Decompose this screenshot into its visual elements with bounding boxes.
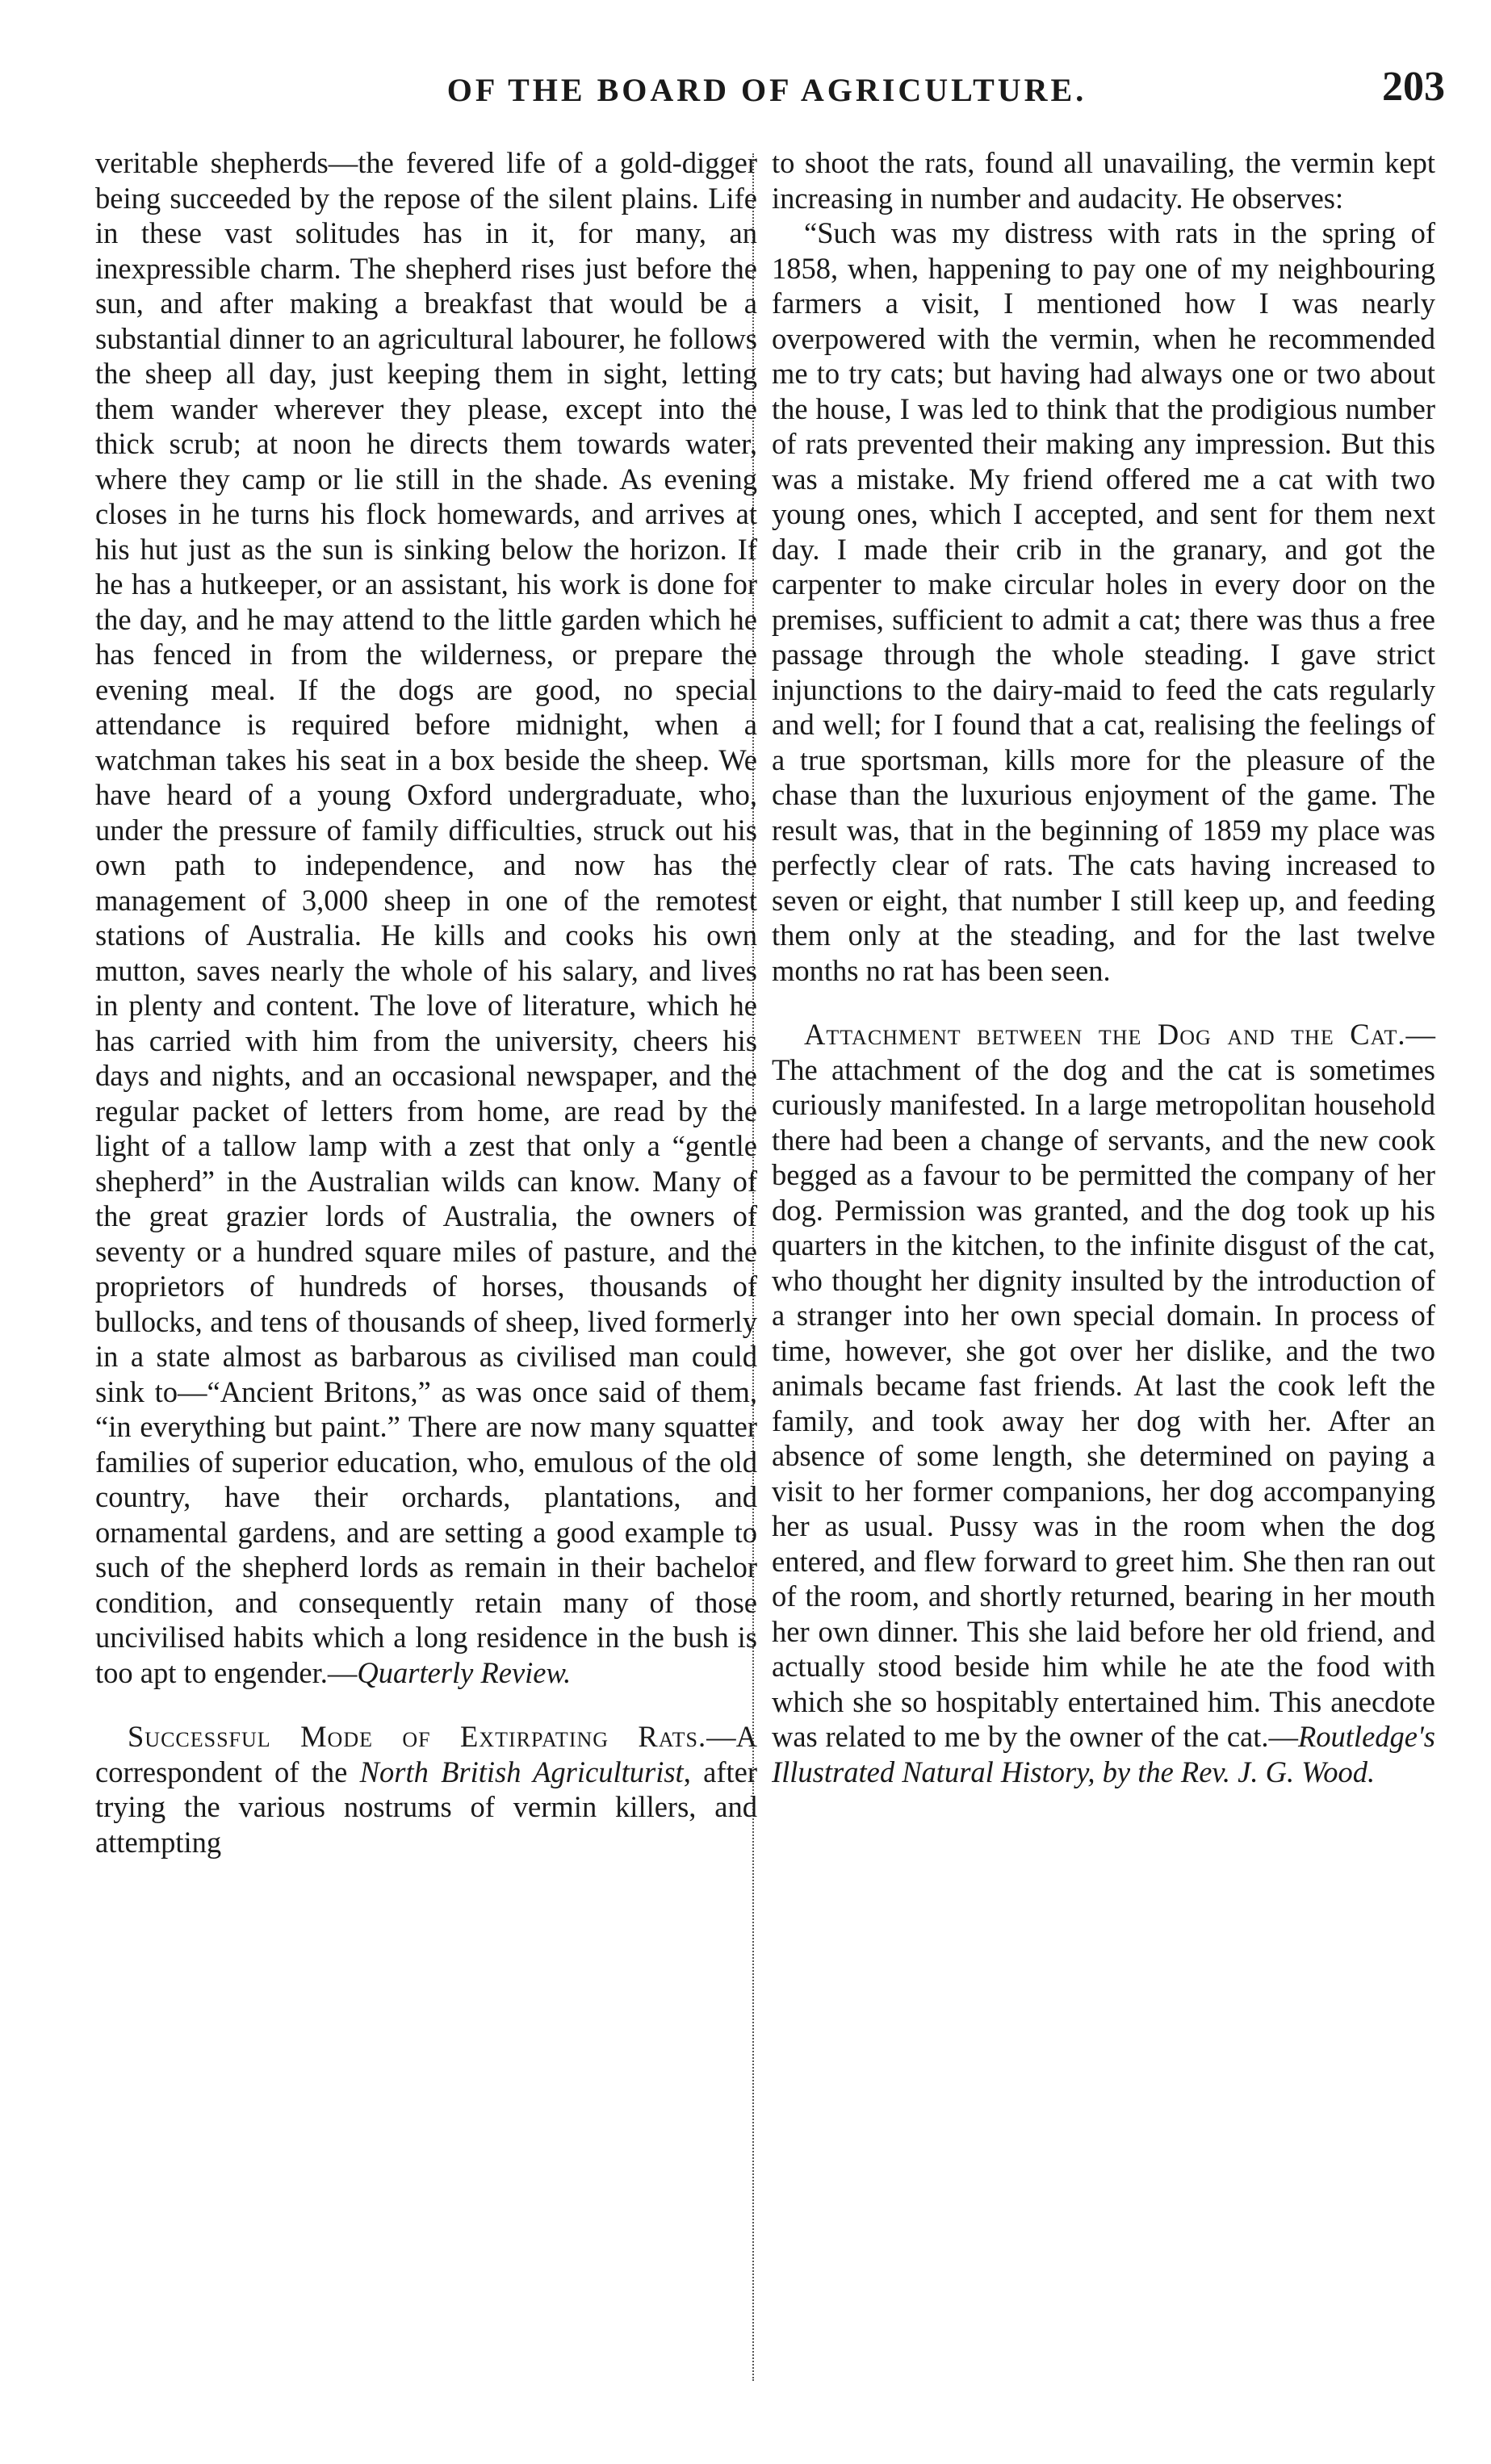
shepherd-text: veritable shepherds—the fevered life of a gold-digger being succeeded by the repose of the silent plains. Life in these vast solitudes has in it, for many, an inexpressible charm. The shepherd rises just before the sun, and after making a breakfast that would be a substantial dinner to an agricultural labourer, he follows the sheep all day, just keeping them in sight, letting them wander wherever they please, except into the thick scrub; at noon he directs them towards water, where they camp or lie still in the shade. As evening closes in he turns his flock homewards, and arrives at his hut just as the sun is sinking below the horizon. If he has a hutkeeper, or an assistant, his work is done for the day, and he may attend to the little garden which he has fenced in from the wilderness, or prepare the evening meal. If the dogs are good, no special attendance is required before midnight, when a watchman takes his seat in a box beside the sheep. We have heard of a young Oxford undergraduate, who, under the pressure of family difficulties, struck out his own path to independence, and now has the management of 3,000 sheep in one of the remotest stations of Australia. He kills and cooks his own mutton, saves nearly the whole of his salary, and lives in plenty and content. The love of literature, which he has carried with him from the university, cheers his days and nights, and an occasional newspaper, and the regular packet of letters from home, are read by the light of a tallow lamp with a zest that only a “gentle shepherd” in the Australian wilds can know. Many of the great grazier lords of Australia, the owners of seventy or a hundred square miles of pasture, and the proprietors of hundreds of horses, thousands of bullocks, and tens of thousands of sheep, lived formerly in a state almost as barbarous as civilised man could sink to—“Ancient Britons,” as was once said of them, “in everything but paint.” There are now many squatter families of superior education, who, emulous of the old country, have their orchards, plantations, and ornamental gardens, and are setting a good example to such of the shepherd lords as remain in their bachelor condition, and consequently retain many of those uncivilised habits which a long residence in the bush is too apt to engender.— xyxy=(95,146,757,1689)
attachment-text: —The attachment of the dog and the cat is sometimes curiously manifested. In a large metropolitan household there had been a change of servants, and the new cook begged as a favour to be permitted the company of her dog. Permission was granted, and the dog took up his quarters in the kitchen, to the infinite disgust of the cat, who thought her dignity insulted by the introduction of a stranger into her own special domain. In process of time, however, she got over her dislike, and the two animals became fast friends. At last the cook left the family, and took away her dog with her. After an absence of some length, she determined on paying a visit to her former companions, her dog accompanying her as usual. Pussy was in the room when the dog entered, and flew forward to greet him. She then ran out of the room, and shortly returned, bearing in her mouth her own dinner. This she laid before her old friend, and actually stood beside him while he ate the food with which she so hospitably entertained him. This anecdote was related to me by the owner of the cat.— xyxy=(772,1018,1435,1753)
page-header xyxy=(89,63,1445,119)
rats-quote: “Such was my distress with rats in the spring of 1858, when, happening to pay one of my neighbouring farmers a visit, I mentioned how I was nearly overpowered with the vermin, when he recommended me to try cats; but having had always one or two about the house, I was led to think that the prodigious number of rats prevented their making any impression. But this was a mistake. My friend offered me a cat with two young ones, which I accepted, and sent for them next day. I made their crib in the granary, and got the carpenter to make circular holes in every door on the premises, sufficient to admit a cat; there was thus a free passage through the whole steading. I gave strict injunctions to the dairy-maid to feed the cats regularly and well; for I found that a cat, realising the feelings of a true sportsman, kills more for the pleasure of the chase than the luxurious enjoyment of the game. The result was, that in the beginning of 1859 my place was perfectly clear of rats. The cats having increased to seven or eight, that number I still keep up, and feeding them only at the steading, and for the last twelve months no rat has been seen. xyxy=(772,216,1435,987)
shepherd-paragraph xyxy=(95,145,757,1690)
attachment-heading: Attachment between the Dog and the Cat. xyxy=(804,1018,1406,1051)
rats-continued: to shoot the rats, found all unavailing, the vermin kept increasing in number and audacity. He observes: xyxy=(772,146,1435,215)
rats-journal: North British Agriculturist xyxy=(359,1755,684,1788)
right-column xyxy=(772,145,1435,1789)
rats-paragraph xyxy=(95,1719,757,1860)
rats-text-a: —A correspondent of the xyxy=(95,1720,757,1788)
attachment-source: Routledge's Illustrated Natural History, by the Rev. J. G. Wood. xyxy=(772,1720,1435,1788)
shepherd-source: Quarterly Review. xyxy=(357,1655,572,1689)
rats-text-b: , after trying the various nostrums of vermin killers, and attempting xyxy=(95,1755,757,1859)
attachment-paragraph xyxy=(772,1017,1435,1789)
page-number: 203 xyxy=(1382,64,1445,110)
rats-heading: Successful Mode of Extirpating Rats. xyxy=(128,1720,707,1753)
left-column xyxy=(95,145,757,1860)
running-head: OF THE BOARD OF AGRICULTURE. xyxy=(446,72,1087,108)
